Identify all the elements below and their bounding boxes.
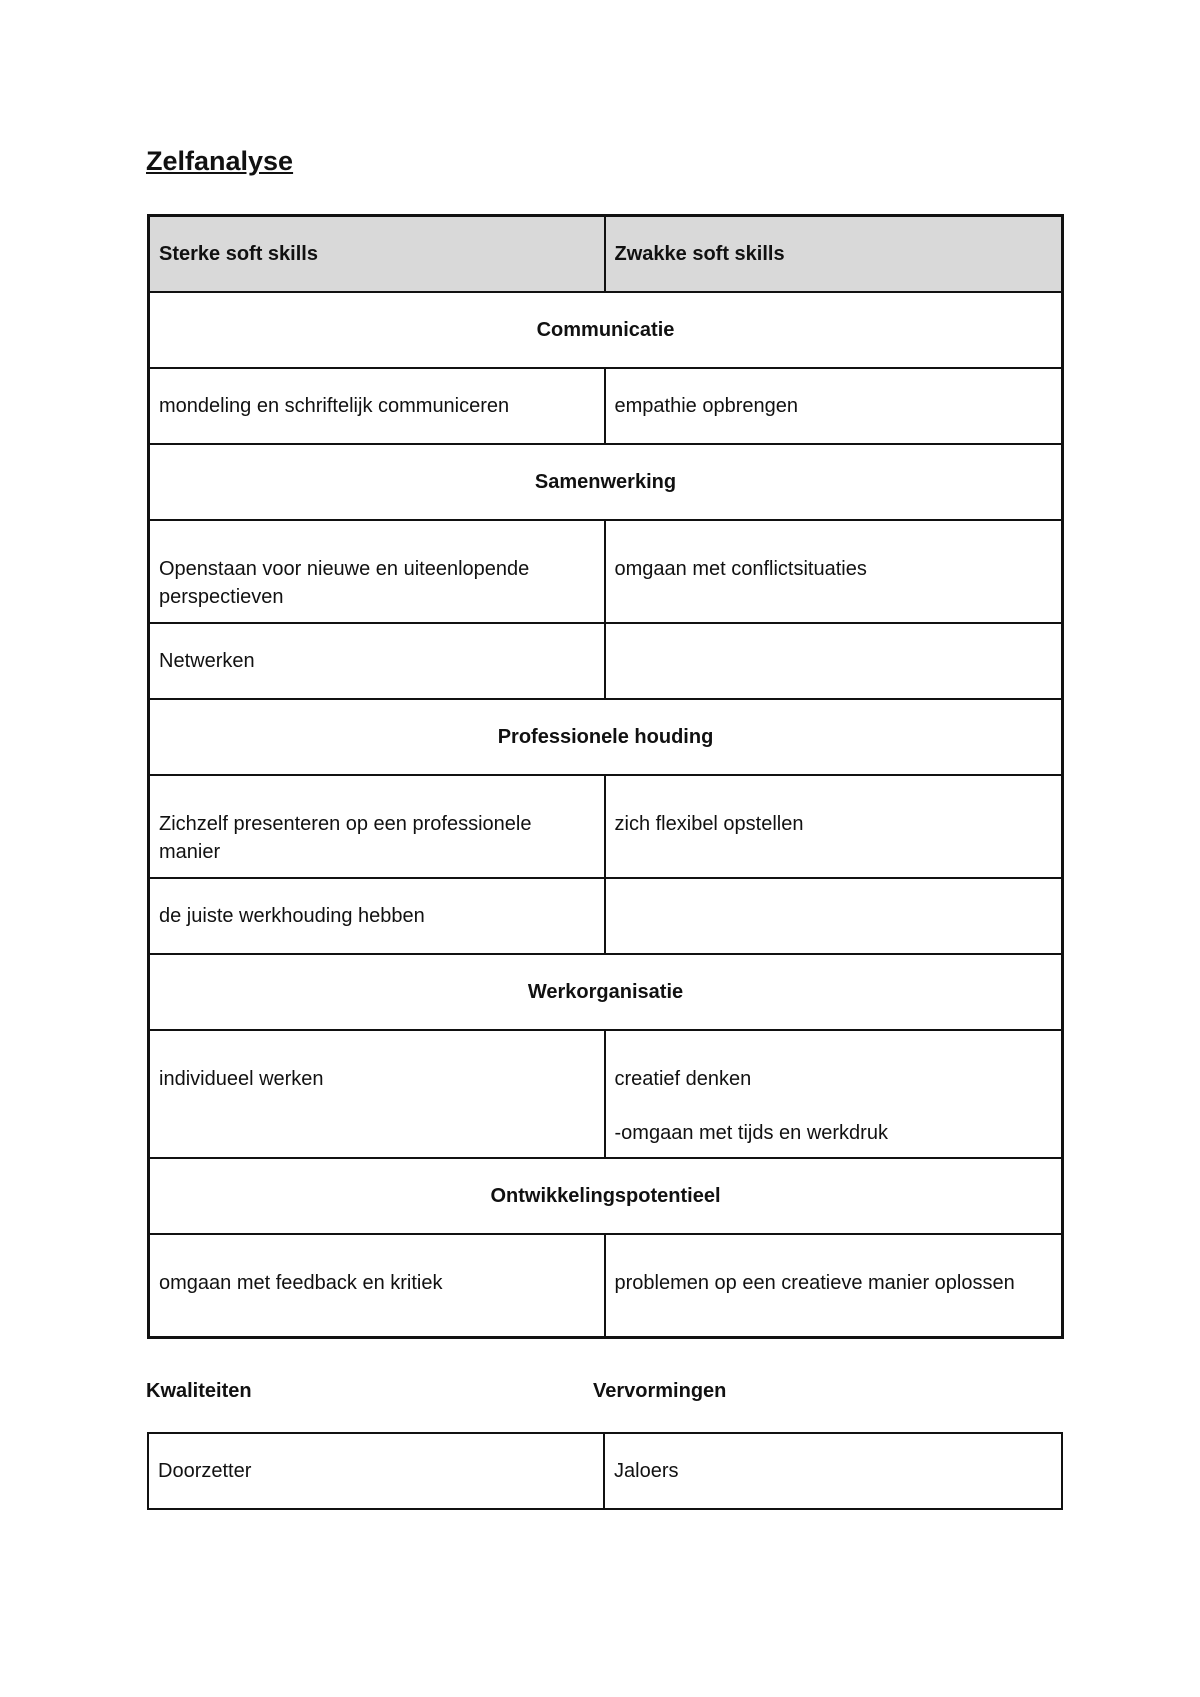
header-strong-skills: Sterke soft skills [149,216,605,293]
section-row [149,292,1063,368]
weak-skill-cell [605,878,1063,954]
section-professionele-houding: Professionele houding [149,699,1063,775]
label-kwaliteiten: Kwaliteiten [146,1380,252,1402]
table-row [149,775,1063,878]
strong-skill-cell: Openstaan voor nieuwe en uiteenlopende perspectieven [149,520,605,623]
weak-skill-cell [605,1030,1063,1158]
strong-skill-cell: mondeling en schriftelijk communiceren [149,368,605,444]
table-row [149,1030,1063,1158]
section-ontwikkelingspotentieel: Ontwikkelingspotentieel [149,1158,1063,1234]
strong-skill-cell: de juiste werkhouding hebben [149,878,605,954]
header-weak-skills: Zwakke soft skills [605,216,1063,293]
page-title: Zelfanalyse [146,146,294,176]
distortion-cell: Jaloers [604,1433,1062,1509]
label-vervormingen: Vervormingen [593,1380,727,1402]
table-row [149,1234,1063,1337]
section-row [149,954,1063,1030]
table-row [149,623,1063,699]
section-werkorganisatie: Werkorganisatie [149,954,1063,1030]
weak-skill-cell: omgaan met conflictsituaties [605,520,1063,623]
weak-skill-cell: problemen op een creatieve manier oplossen [605,1234,1063,1337]
section-row [149,444,1063,520]
section-samenwerking: Samenwerking [149,444,1063,520]
strong-skill-cell: Netwerken [149,623,605,699]
qualities-table [147,1432,1063,1510]
table-row [148,1433,1062,1509]
strong-skill-cell: individueel werken [149,1030,605,1158]
quality-cell: Doorzetter [148,1433,604,1509]
table-row [149,368,1063,444]
table-row [149,520,1063,623]
soft-skills-table [147,214,1064,1339]
strong-skill-cell: Zichzelf presenteren op een professionele manier [149,775,605,878]
header-row [149,216,1063,293]
weak-skill-cell: empathie opbrengen [605,368,1063,444]
weak-skill-line: -omgaan met tijds en werkdruk [614,1122,888,1144]
weak-skill-line: creatief denken [614,1068,752,1090]
section-row [149,1158,1063,1234]
weak-skill-cell [605,623,1063,699]
section-row [149,699,1063,775]
weak-skill-cell: zich flexibel opstellen [605,775,1063,878]
strong-skill-cell: omgaan met feedback en kritiek [149,1234,605,1337]
table-row [149,878,1063,954]
section-communicatie: Communicatie [149,292,1063,368]
